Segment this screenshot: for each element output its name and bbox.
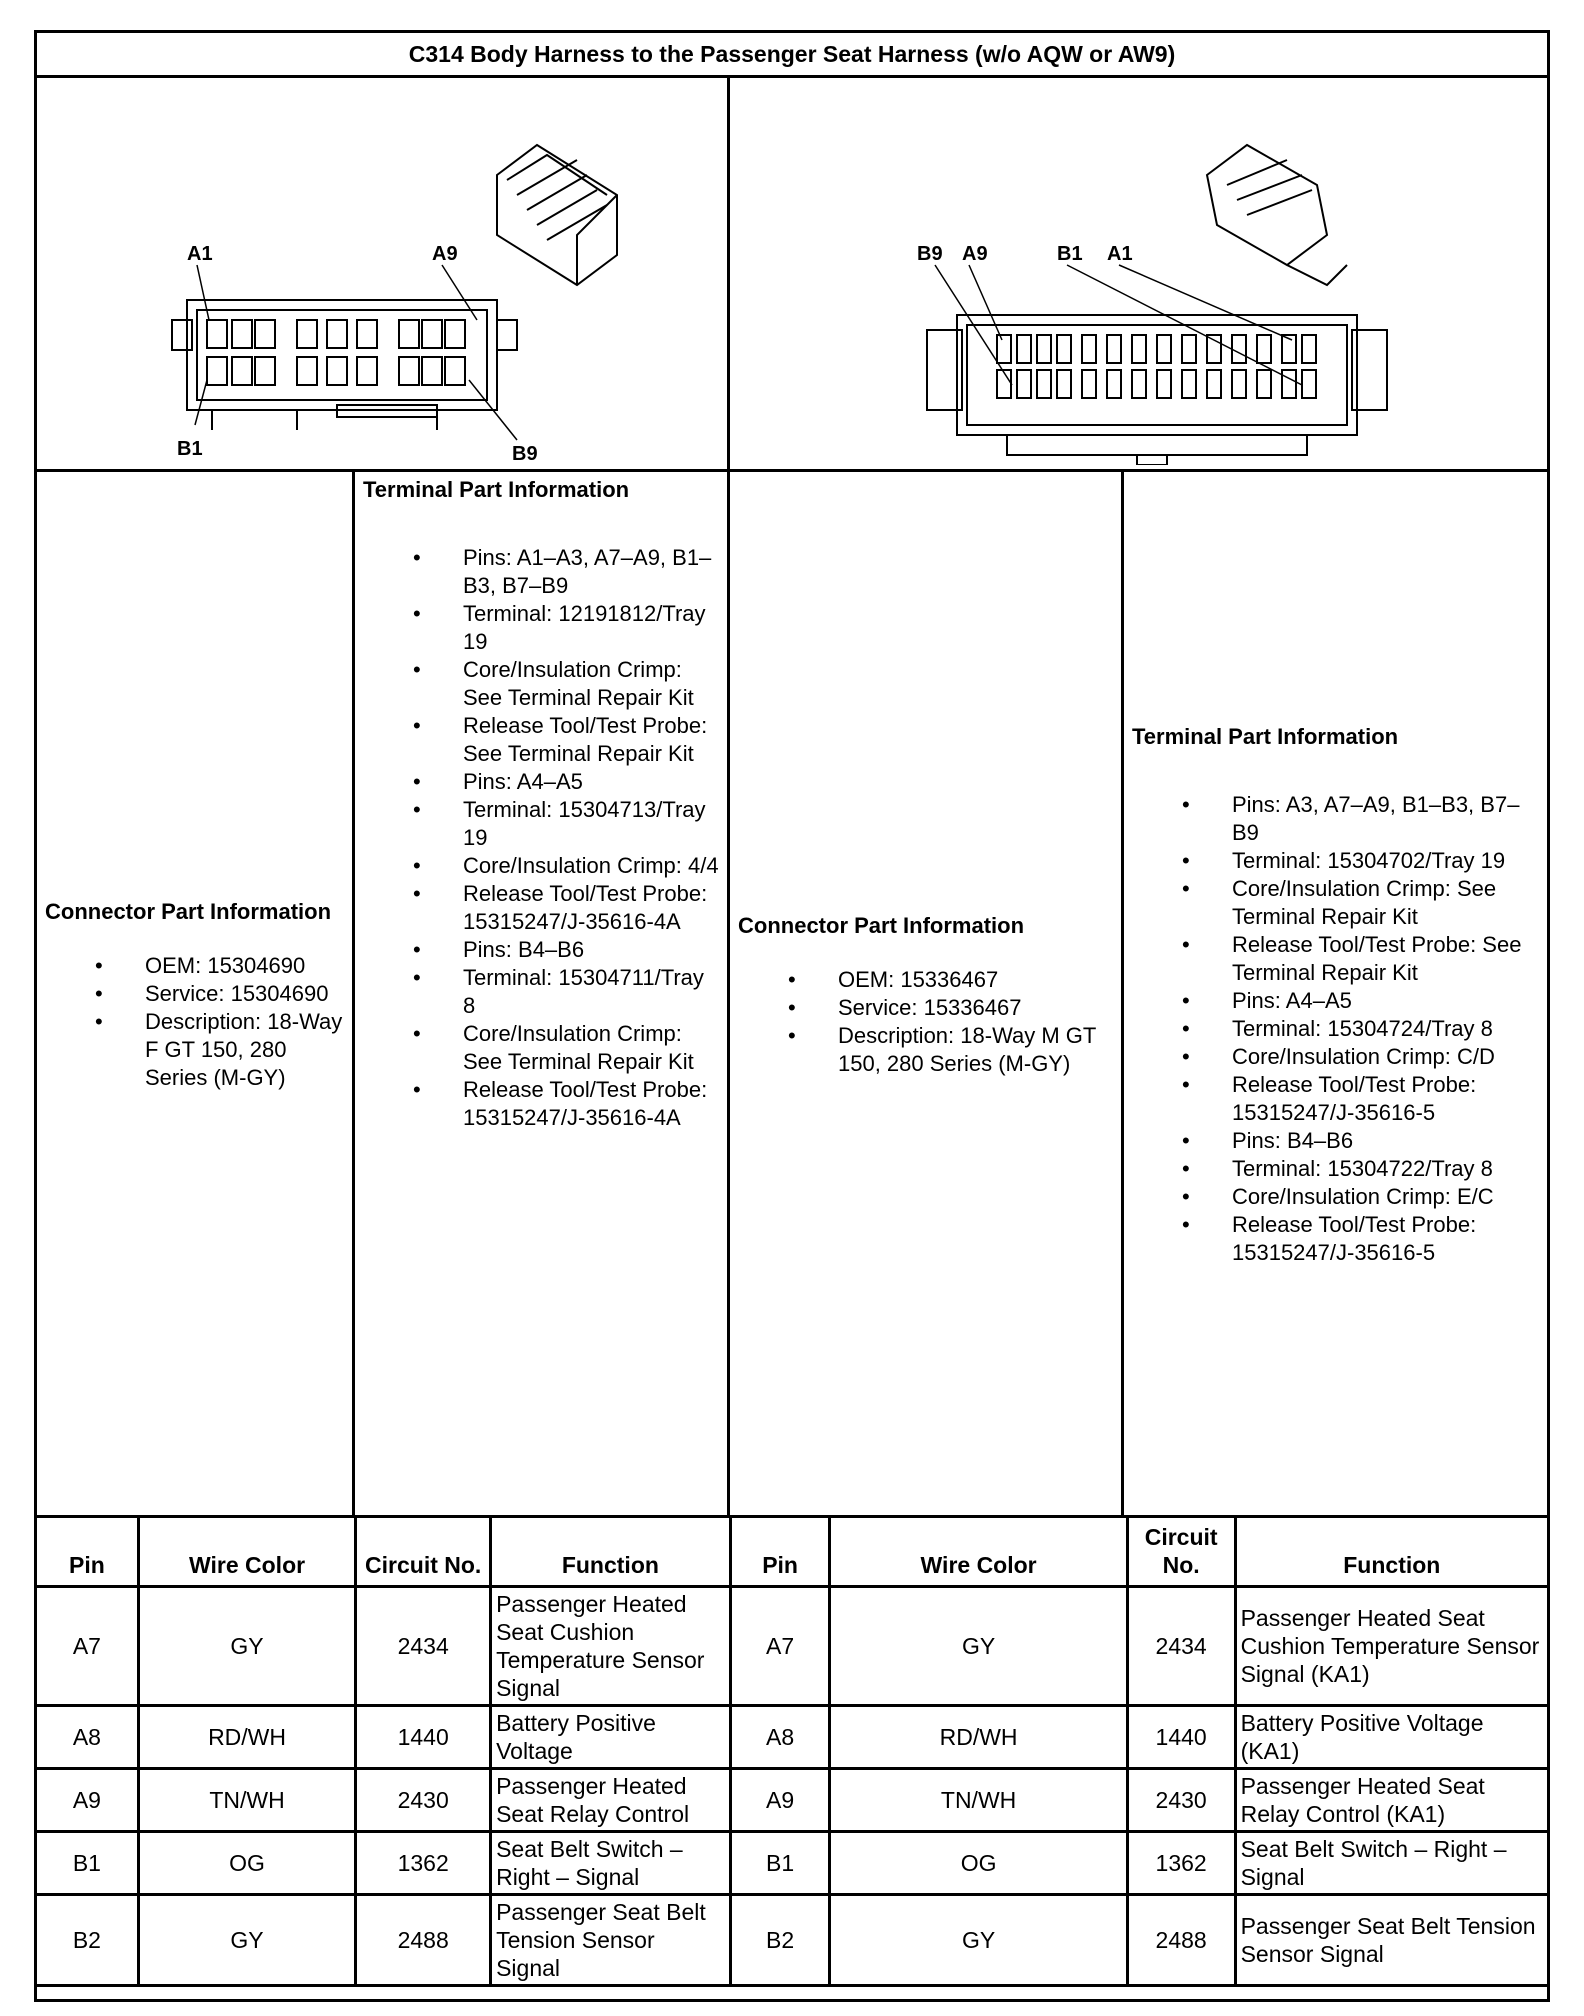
pin-cell: A7	[730, 1587, 830, 1706]
right-connector-diagram	[907, 85, 1467, 465]
connector-cavity	[1037, 335, 1051, 363]
connector-cavity	[1057, 370, 1071, 398]
connector-cavity	[357, 320, 377, 348]
connector-cavity	[1157, 370, 1171, 398]
header-pin: Pin	[36, 1517, 139, 1587]
left-connector-heading: Connector Part Information	[45, 899, 332, 924]
right-terminal-group-3	[1132, 1127, 1539, 1267]
pin-cell: A9	[36, 1769, 139, 1832]
label-a9-right: A9	[962, 243, 988, 265]
connector-cavity	[1257, 370, 1271, 398]
circuit-cell: 2434	[356, 1587, 491, 1706]
connector-cavity	[232, 320, 252, 348]
wire-color-cell: OG	[138, 1832, 356, 1895]
label-a9: A9	[432, 243, 458, 265]
function-cell: Passenger Heated Seat Relay Control (KA1)	[1235, 1769, 1548, 1832]
list-item: • Pins: A4–A5	[1132, 987, 1539, 1015]
circuit-cell: 1362	[356, 1832, 491, 1895]
connector-cavity	[1207, 335, 1221, 363]
function-cell: Seat Belt Switch – Right – Signal	[491, 1832, 731, 1895]
table-row	[36, 1895, 1549, 1986]
circuit-cell: 1440	[356, 1706, 491, 1769]
connector-cavity	[207, 320, 227, 348]
page-title: C314 Body Harness to the Passenger Seat Harness (w/o AQW or AW9)	[37, 33, 1547, 78]
list-item: • Service: 15304690	[45, 980, 344, 1008]
circuit-cell: 2434	[1127, 1587, 1235, 1706]
connector-cavity	[422, 357, 442, 385]
list-item: • Core/Insulation Crimp: E/C	[1132, 1183, 1539, 1211]
connector-cavity	[445, 320, 465, 348]
wire-color-cell: RD/WH	[138, 1706, 356, 1769]
connector-cavity	[1017, 370, 1031, 398]
right-terminal-heading: Terminal Part Information	[1132, 724, 1399, 749]
connector-cavity	[1157, 335, 1171, 363]
wire-color-cell: TN/WH	[138, 1769, 356, 1832]
connector-cavity	[255, 357, 275, 385]
pin-cell: B2	[36, 1895, 139, 1986]
list-item: • Terminal: 15304702/Tray 19	[1132, 847, 1539, 875]
connector-cavity	[1257, 335, 1271, 363]
left-connector-drawing	[137, 85, 637, 465]
connector-cavity	[997, 335, 1011, 363]
connector-cavity	[297, 357, 317, 385]
list-item: • Description: 18-Way M GT 150, 280 Series (M-GY)	[738, 1022, 1113, 1078]
list-item: • Terminal: 15304722/Tray 8	[1132, 1155, 1539, 1183]
function-cell: Passenger Seat Belt Tension Sensor Signal	[491, 1895, 731, 1986]
right-connector-list	[738, 966, 1113, 1078]
list-item: • Release Tool/Test Probe: See Terminal Repair Kit	[1132, 931, 1539, 987]
connector-cavity	[1057, 335, 1071, 363]
circuit-cell: 2430	[1127, 1769, 1235, 1832]
connector-cavity	[422, 320, 442, 348]
function-cell: Passenger Heated Seat Relay Control	[491, 1769, 731, 1832]
list-item: • OEM: 15336467	[738, 966, 1113, 994]
list-item: • Core/Insulation Crimp: C/D	[1132, 1043, 1539, 1071]
header-wire-color: Wire Color	[830, 1517, 1127, 1587]
connector-cavity	[1082, 370, 1096, 398]
wire-color-cell: GY	[138, 1587, 356, 1706]
connector-cavity	[232, 357, 252, 385]
connector-cavity	[255, 320, 275, 348]
list-item: • Release Tool/Test Probe: 15315247/J-35616-5	[1132, 1211, 1539, 1267]
connector-cavity	[445, 357, 465, 385]
connector-cavity	[1182, 335, 1196, 363]
connector-cavity	[399, 320, 419, 348]
table-header-row	[36, 1517, 1549, 1587]
wire-color-cell: GY	[830, 1587, 1127, 1706]
list-item: • Release Tool/Test Probe: See Terminal Repair Kit	[363, 712, 719, 768]
table-row	[36, 1706, 1549, 1769]
wire-color-cell: RD/WH	[830, 1706, 1127, 1769]
list-item: • OEM: 15304690	[45, 952, 344, 980]
list-item: • Description: 18-Way F GT 150, 280 Series (M-GY)	[45, 1008, 344, 1092]
right-terminal-group-1	[1132, 791, 1539, 987]
connector-cavity	[1017, 335, 1031, 363]
right-terminal-info	[1124, 472, 1547, 1518]
connector-cavity	[357, 357, 377, 385]
label-b1-right: B1	[1057, 243, 1083, 265]
list-item: • Terminal: 15304724/Tray 8	[1132, 1015, 1539, 1043]
pin-cell: B2	[730, 1895, 830, 1986]
pin-cell: A8	[730, 1706, 830, 1769]
connector-cavity	[207, 357, 227, 385]
circuit-cell: 2430	[356, 1769, 491, 1832]
label-b1: B1	[177, 438, 203, 460]
connector-cavity	[327, 357, 347, 385]
connector-cavity	[1107, 335, 1121, 363]
list-item: • Release Tool/Test Probe: 15315247/J-35616-5	[1132, 1071, 1539, 1127]
list-item: • Terminal: 12191812/Tray 19	[363, 600, 719, 656]
list-item: • Pins: B4–B6	[1132, 1127, 1539, 1155]
connector-cavity	[297, 320, 317, 348]
list-item: • Release Tool/Test Probe: 15315247/J-35616-4A	[363, 1076, 719, 1132]
left-terminal-heading: Terminal Part Information	[363, 477, 630, 502]
header-pin: Pin	[730, 1517, 830, 1587]
left-connector-list	[45, 952, 344, 1092]
function-cell: Passenger Heated Seat Cushion Temperature Sensor Signal (KA1)	[1235, 1587, 1548, 1706]
left-terminal-info	[355, 472, 727, 1518]
connector-cavity	[1182, 370, 1196, 398]
left-terminal-group-1	[363, 544, 719, 768]
header-function: Function	[491, 1517, 731, 1587]
function-cell: Battery Positive Voltage	[491, 1706, 731, 1769]
connector-cavity	[1082, 335, 1096, 363]
connector-cavity	[1232, 370, 1246, 398]
header-circuit: Circuit No.	[356, 1517, 491, 1587]
connector-cavity	[1037, 370, 1051, 398]
function-cell: Passenger Heated Seat Cushion Temperature Sensor Signal	[491, 1587, 731, 1706]
function-cell: Battery Positive Voltage (KA1)	[1235, 1706, 1548, 1769]
right-terminal-groups	[1132, 791, 1539, 1267]
connector-cavity	[1282, 370, 1296, 398]
left-connector-info	[37, 472, 352, 1518]
connector-cavity	[1132, 335, 1146, 363]
list-item: • Core/Insulation Crimp: See Terminal Repair Kit	[1132, 875, 1539, 931]
connector-cavity	[1207, 370, 1221, 398]
connector-cavity	[1232, 335, 1246, 363]
list-item: • Release Tool/Test Probe: 15315247/J-35616-4A	[363, 880, 719, 936]
left-connector-diagram	[137, 85, 637, 465]
left-terminal-group-3	[363, 936, 719, 1132]
list-item: • Terminal: 15304713/Tray 19	[363, 796, 719, 852]
list-item: • Core/Insulation Crimp: 4/4	[363, 852, 719, 880]
connector-cavity	[327, 320, 347, 348]
function-cell: Seat Belt Switch – Right – Signal	[1235, 1832, 1548, 1895]
function-cell: Passenger Seat Belt Tension Sensor Signal	[1235, 1895, 1548, 1986]
pin-cell: A7	[36, 1587, 139, 1706]
list-item: • Service: 15336467	[738, 994, 1113, 1022]
table-row	[36, 1587, 1549, 1706]
connector-cavity	[399, 357, 419, 385]
pin-cell: B1	[730, 1832, 830, 1895]
left-terminal-group-2	[363, 768, 719, 936]
header-function: Function	[1235, 1517, 1548, 1587]
circuit-cell: 1362	[1127, 1832, 1235, 1895]
list-item: • Pins: A4–A5	[363, 768, 719, 796]
circuit-cell: 1440	[1127, 1706, 1235, 1769]
pin-table	[34, 1515, 1550, 1987]
circuit-cell: 2488	[356, 1895, 491, 1986]
connector-cavity	[1107, 370, 1121, 398]
connector-document	[34, 30, 1550, 2002]
circuit-cell: 2488	[1127, 1895, 1235, 1986]
list-item: • Core/Insulation Crimp: See Terminal Repair Kit	[363, 1020, 719, 1076]
list-item: • Pins: A1–A3, A7–A9, B1–B3, B7–B9	[363, 544, 719, 600]
pin-cell: A9	[730, 1769, 830, 1832]
table-row	[36, 1769, 1549, 1832]
list-item: • Pins: A3, A7–A9, B1–B3, B7–B9	[1132, 791, 1539, 847]
header-wire-color: Wire Color	[138, 1517, 356, 1587]
right-connector-info	[730, 472, 1121, 1518]
label-a1: A1	[187, 243, 213, 265]
wire-color-cell: GY	[830, 1895, 1127, 1986]
label-b9-right: B9	[917, 243, 943, 265]
pin-cell: B1	[36, 1832, 139, 1895]
wire-color-cell: OG	[830, 1832, 1127, 1895]
right-terminal-group-2	[1132, 987, 1539, 1127]
table-row	[36, 1832, 1549, 1895]
label-b9: B9	[512, 443, 538, 465]
wire-color-cell: TN/WH	[830, 1769, 1127, 1832]
list-item: • Terminal: 15304711/Tray 8	[363, 964, 719, 1020]
list-item: • Pins: B4–B6	[363, 936, 719, 964]
left-terminal-groups	[363, 544, 719, 1132]
connector-cavity	[1132, 370, 1146, 398]
right-connector-heading: Connector Part Information	[738, 913, 1025, 938]
pin-cell: A8	[36, 1706, 139, 1769]
label-a1-right: A1	[1107, 243, 1133, 265]
right-connector-drawing	[907, 85, 1467, 465]
header-circuit: Circuit No.	[1127, 1517, 1235, 1587]
connector-cavity	[1302, 335, 1316, 363]
connector-cavity	[997, 370, 1011, 398]
connector-cavity	[1302, 370, 1316, 398]
list-item: • Core/Insulation Crimp: See Terminal Repair Kit	[363, 656, 719, 712]
wire-color-cell: GY	[138, 1895, 356, 1986]
